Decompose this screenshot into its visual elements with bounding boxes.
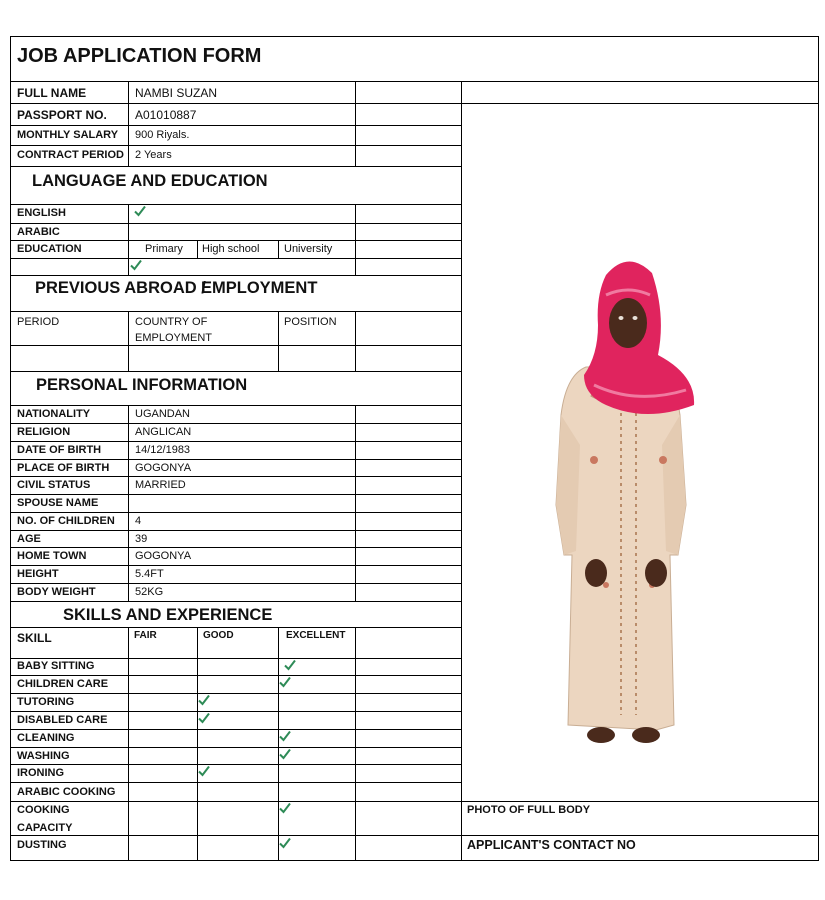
grid-line — [355, 311, 356, 371]
excellent-check-icon — [279, 837, 291, 849]
skill-name: WASHING — [17, 750, 70, 762]
grid-line — [355, 81, 356, 166]
photo-caption: PHOTO OF FULL BODY — [467, 804, 591, 816]
grid-line — [11, 782, 461, 783]
grid-line — [11, 565, 461, 566]
excellent-check-icon — [279, 802, 291, 814]
personal-row-value: UGANDAN — [135, 408, 191, 420]
excellent-check-icon — [284, 659, 296, 671]
personal-row-label: NATIONALITY — [17, 408, 91, 420]
grid-line — [128, 81, 129, 166]
grid-line — [11, 145, 461, 146]
grid-line — [128, 405, 129, 601]
english-check-icon — [134, 205, 146, 217]
grid-line — [11, 405, 461, 406]
grid-line — [11, 441, 461, 442]
grid-line — [11, 658, 461, 659]
grid-line — [461, 81, 462, 861]
skill-name: CLEANING — [17, 732, 75, 744]
grid-line — [128, 627, 129, 861]
level-good-label: GOOD — [203, 630, 234, 641]
personal-row-label: CIVIL STATUS — [17, 479, 91, 491]
personal-row-value: 5.4FT — [135, 568, 164, 580]
grid-line — [11, 103, 819, 104]
good-check-icon — [198, 765, 210, 777]
arabic-label: ARABIC — [17, 226, 60, 238]
personal-row-label: HEIGHT — [17, 568, 59, 580]
level-excellent-label: EXCELLENT — [286, 630, 346, 641]
primary-check-icon — [130, 259, 142, 271]
grid-line — [11, 835, 819, 836]
skill-name: DISABLED CARE — [17, 714, 108, 726]
edu-option-university: University — [284, 243, 333, 255]
grid-line — [128, 311, 129, 371]
personal-row-value: 4 — [135, 515, 142, 527]
personal-row-label: HOME TOWN — [17, 550, 87, 562]
grid-line — [11, 423, 461, 424]
grid-line — [11, 547, 461, 548]
personal-row-value: 52KG — [135, 586, 164, 598]
grid-line — [11, 512, 461, 513]
grid-line — [11, 223, 461, 224]
skill-name-line2: CAPACITY — [17, 822, 73, 834]
country-label-line1: COUNTRY OF — [135, 316, 208, 328]
full-name-value: NAMBI SUZAN — [135, 86, 218, 100]
grid-line — [11, 764, 461, 765]
grid-line — [197, 240, 198, 258]
grid-line — [355, 627, 356, 861]
grid-line — [11, 371, 461, 372]
excellent-check-icon — [279, 730, 291, 742]
personal-row-value: 39 — [135, 533, 148, 545]
grid-line — [11, 125, 461, 126]
grid-line — [278, 627, 279, 861]
skill-name: DUSTING — [17, 839, 67, 851]
good-check-icon — [198, 694, 210, 706]
grid-line — [355, 204, 356, 275]
grid-line — [11, 275, 461, 276]
edu-option-primary: Primary — [145, 243, 183, 255]
skill-name: ARABIC COOKING — [17, 786, 116, 798]
grid-line — [11, 729, 461, 730]
grid-line — [355, 405, 356, 601]
grid-line — [11, 711, 461, 712]
personal-row-value: 14/12/1983 — [135, 444, 191, 456]
personal-row-label: SPOUSE NAME — [17, 497, 99, 509]
grid-line — [197, 627, 198, 861]
education-label: EDUCATION — [17, 243, 82, 255]
grid-line — [11, 601, 461, 602]
employment-heading-b: EMPLOYMENT — [201, 279, 318, 297]
contract-value: 2 Years — [135, 149, 172, 161]
passport-value: A01010887 — [135, 108, 197, 122]
position-label: POSITION — [284, 316, 337, 328]
grid-line — [11, 494, 461, 495]
personal-info-heading: PERSONAL INFORMATION — [36, 376, 248, 394]
skill-column-label: SKILL — [17, 631, 52, 645]
excellent-check-icon — [279, 676, 291, 688]
full-name-label: FULL NAME — [17, 86, 87, 100]
grid-line — [11, 204, 461, 205]
personal-row-label: NO. OF CHILDREN — [17, 515, 115, 527]
job-application-form — [10, 36, 819, 861]
grid-line — [11, 627, 461, 628]
grid-line — [11, 693, 461, 694]
skill-name: IRONING — [17, 767, 65, 779]
personal-row-label: RELIGION — [17, 426, 71, 438]
period-label: PERIOD — [17, 316, 60, 328]
grid-line — [11, 583, 461, 584]
personal-row-label: PLACE OF BIRTH — [17, 462, 110, 474]
good-check-icon — [198, 712, 210, 724]
contract-label: CONTRACT PERIOD — [17, 149, 124, 161]
excellent-check-icon — [279, 748, 291, 760]
personal-row-value: ANGLICAN — [135, 426, 192, 438]
grid-line — [11, 166, 461, 167]
skill-name: TUTORING — [17, 696, 75, 708]
salary-label: MONTHLY SALARY — [17, 129, 119, 141]
country-label-line2: EMPLOYMENT — [135, 332, 213, 344]
grid-line — [11, 747, 461, 748]
personal-row-label: BODY WEIGHT — [17, 586, 96, 598]
personal-row-value: MARRIED — [135, 479, 186, 491]
grid-line — [11, 801, 819, 802]
skill-name: CHILDREN CARE — [17, 678, 109, 690]
grid-line — [11, 345, 461, 346]
personal-row-label: DATE OF BIRTH — [17, 444, 102, 456]
grid-line — [11, 240, 461, 241]
level-fair-label: FAIR — [134, 630, 157, 641]
applicant-photo — [546, 255, 716, 750]
grid-line — [11, 476, 461, 477]
skill-name-line1: COOKING — [17, 804, 70, 816]
contact-label: APPLICANT'S CONTACT NO — [467, 838, 636, 852]
english-label: ENGLISH — [17, 207, 66, 219]
form-title: JOB APPLICATION FORM — [17, 45, 262, 67]
passport-label: PASSPORT NO. — [17, 108, 107, 122]
grid-line — [11, 311, 461, 312]
grid-line — [11, 258, 461, 259]
skill-name: BABY SITTING — [17, 660, 95, 672]
personal-row-value: GOGONYA — [135, 462, 192, 474]
employment-heading-a: PREVIOUS ABROAD / — [35, 279, 206, 297]
grid-line — [11, 81, 819, 82]
language-education-heading: LANGUAGE AND EDUCATION — [32, 172, 268, 190]
edu-option-high-school: High school — [202, 243, 260, 255]
salary-value: 900 Riyals. — [135, 129, 190, 141]
grid-line — [128, 204, 129, 275]
grid-line — [278, 240, 279, 258]
personal-row-label: AGE — [17, 533, 41, 545]
grid-line — [278, 311, 279, 371]
grid-line — [11, 530, 461, 531]
skills-heading: SKILLS AND EXPERIENCE — [63, 606, 273, 624]
grid-line — [11, 675, 461, 676]
personal-row-value: GOGONYA — [135, 550, 192, 562]
grid-line — [11, 459, 461, 460]
